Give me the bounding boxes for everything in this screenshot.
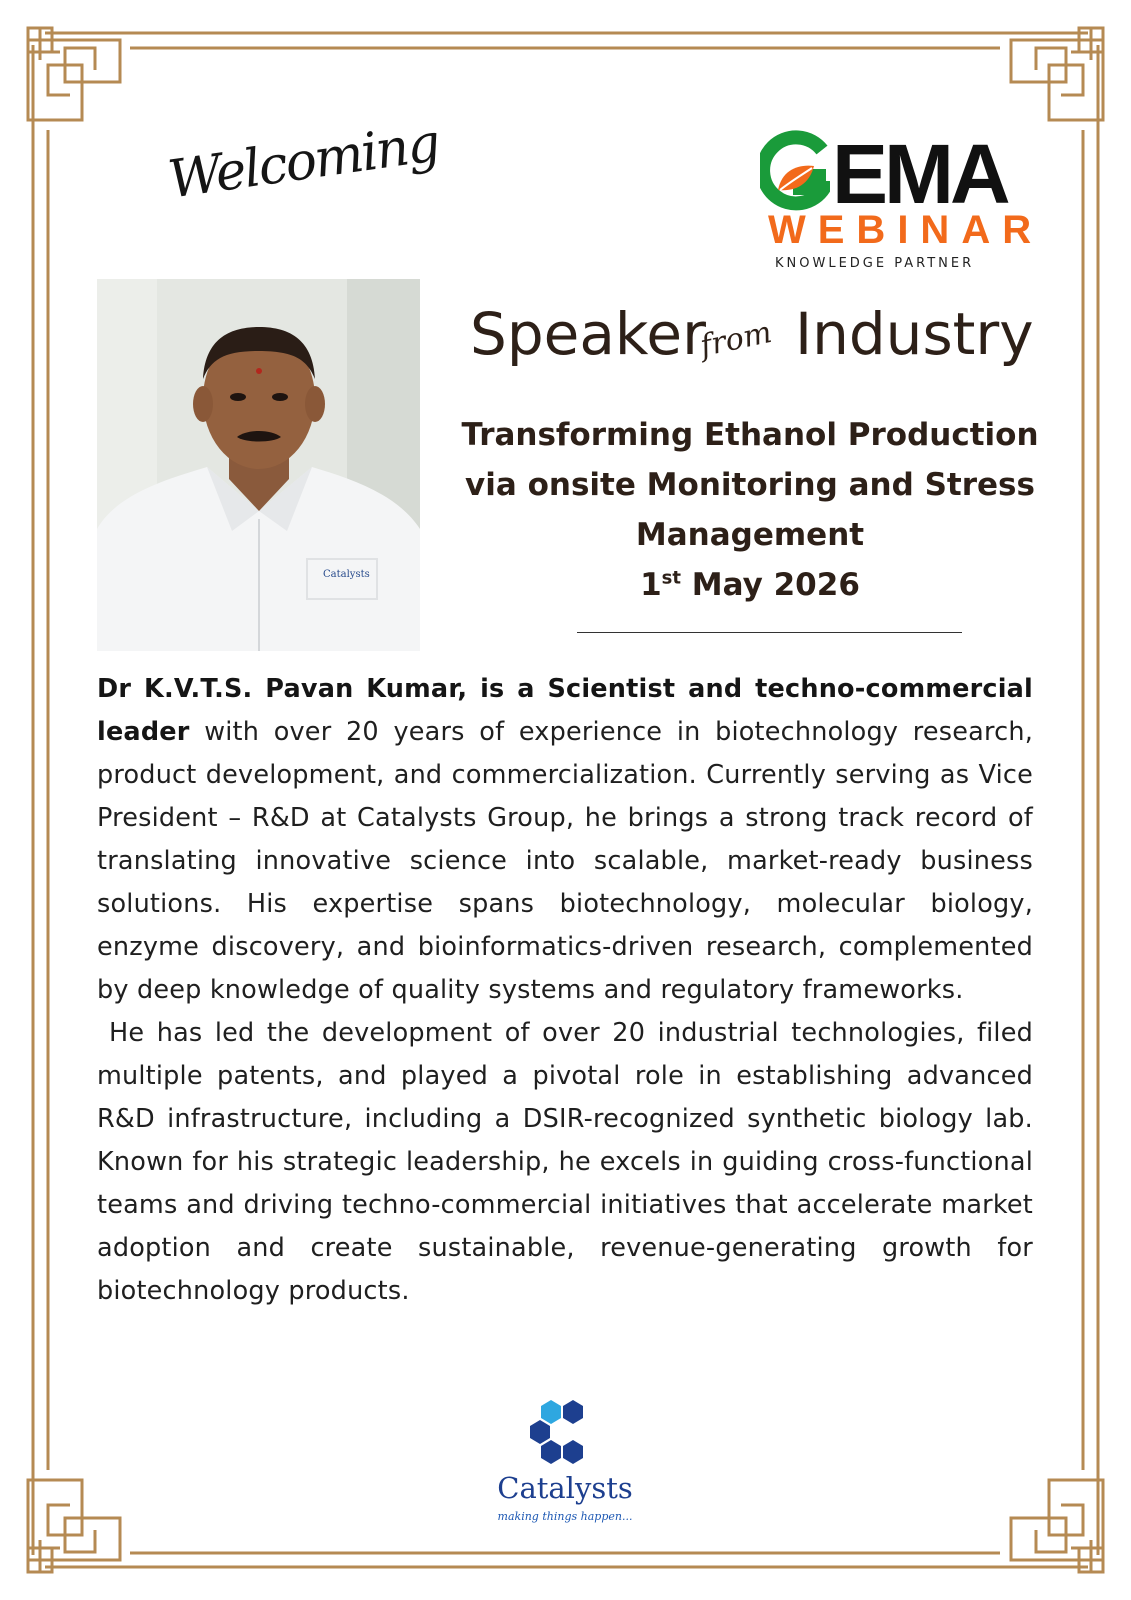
heading-industry: Industry bbox=[795, 300, 1034, 368]
bio-lead: Dr K.V.T.S. Pavan Kumar, is a Scientist and techno-commercial leader bbox=[97, 674, 1033, 747]
date-day: 1 bbox=[640, 567, 662, 603]
gema-webinar-logo bbox=[760, 118, 1044, 276]
talk-title bbox=[455, 410, 1045, 610]
talk-title-line: Management bbox=[635, 517, 865, 553]
catalysts-tagline: making things happen... bbox=[497, 1510, 633, 1523]
shirt-logo-text: Catalysts bbox=[323, 569, 370, 580]
gema-ema-text: EMA bbox=[832, 127, 1007, 221]
talk-date bbox=[455, 560, 1045, 610]
speaker-portrait-illustration bbox=[97, 279, 420, 651]
bio-paragraph: He has led the development of over 20 industrial technologies, filed multiple patents, and played a pivotal role in establishing advanced R&D infrastructure, including a DSIR-recognized synthetic biology lab. Known for his strategic leadership, he excels in guiding cross-functional teams and driving techno-commercial initiatives that accelerate market adoption and create sustainable, revenue-generating growth for biotechnology products. bbox=[97, 1018, 1033, 1306]
speaker-from-industry-heading bbox=[470, 298, 1034, 398]
knowledge-partner-text: KNOWLEDGE PARTNER bbox=[775, 256, 975, 271]
bio-paragraph bbox=[97, 668, 1033, 1012]
catalysts-name: Catalysts bbox=[497, 1471, 633, 1505]
speaker-photo bbox=[97, 279, 420, 651]
speaker-bio bbox=[97, 668, 1033, 1313]
talk-title-line: Transforming Ethanol Production bbox=[461, 417, 1039, 453]
catalysts-logo bbox=[495, 1398, 635, 1538]
date-rest: May 2026 bbox=[681, 567, 860, 603]
webinar-text: WEBINAR bbox=[768, 208, 1044, 252]
title-divider bbox=[577, 632, 962, 633]
welcoming-script: Welcoming bbox=[164, 113, 443, 211]
bio-paragraph1-text: with over 20 years of experience in biotechnology research, product development, and commercialization. Currently serving as Vice President – R&D at Catalysts Group, he brings a strong track record of translating innovative science into scalable, market-ready business solutions. His expertise spans biotechnology, molecular biology, enzyme discovery, and bioinformatics-driven research, complemented by deep knowledge of quality systems and regulatory frameworks. bbox=[97, 717, 1033, 1005]
talk-title-line: via onsite Monitoring and Stress bbox=[465, 467, 1035, 503]
heading-from: from bbox=[697, 314, 775, 365]
date-suffix: st bbox=[661, 567, 681, 589]
heading-speaker: Speaker bbox=[470, 300, 706, 368]
hexagon-c-icon bbox=[495, 1398, 635, 1470]
gema-wordmark bbox=[760, 118, 1007, 221]
leaf-g-icon bbox=[760, 130, 830, 216]
